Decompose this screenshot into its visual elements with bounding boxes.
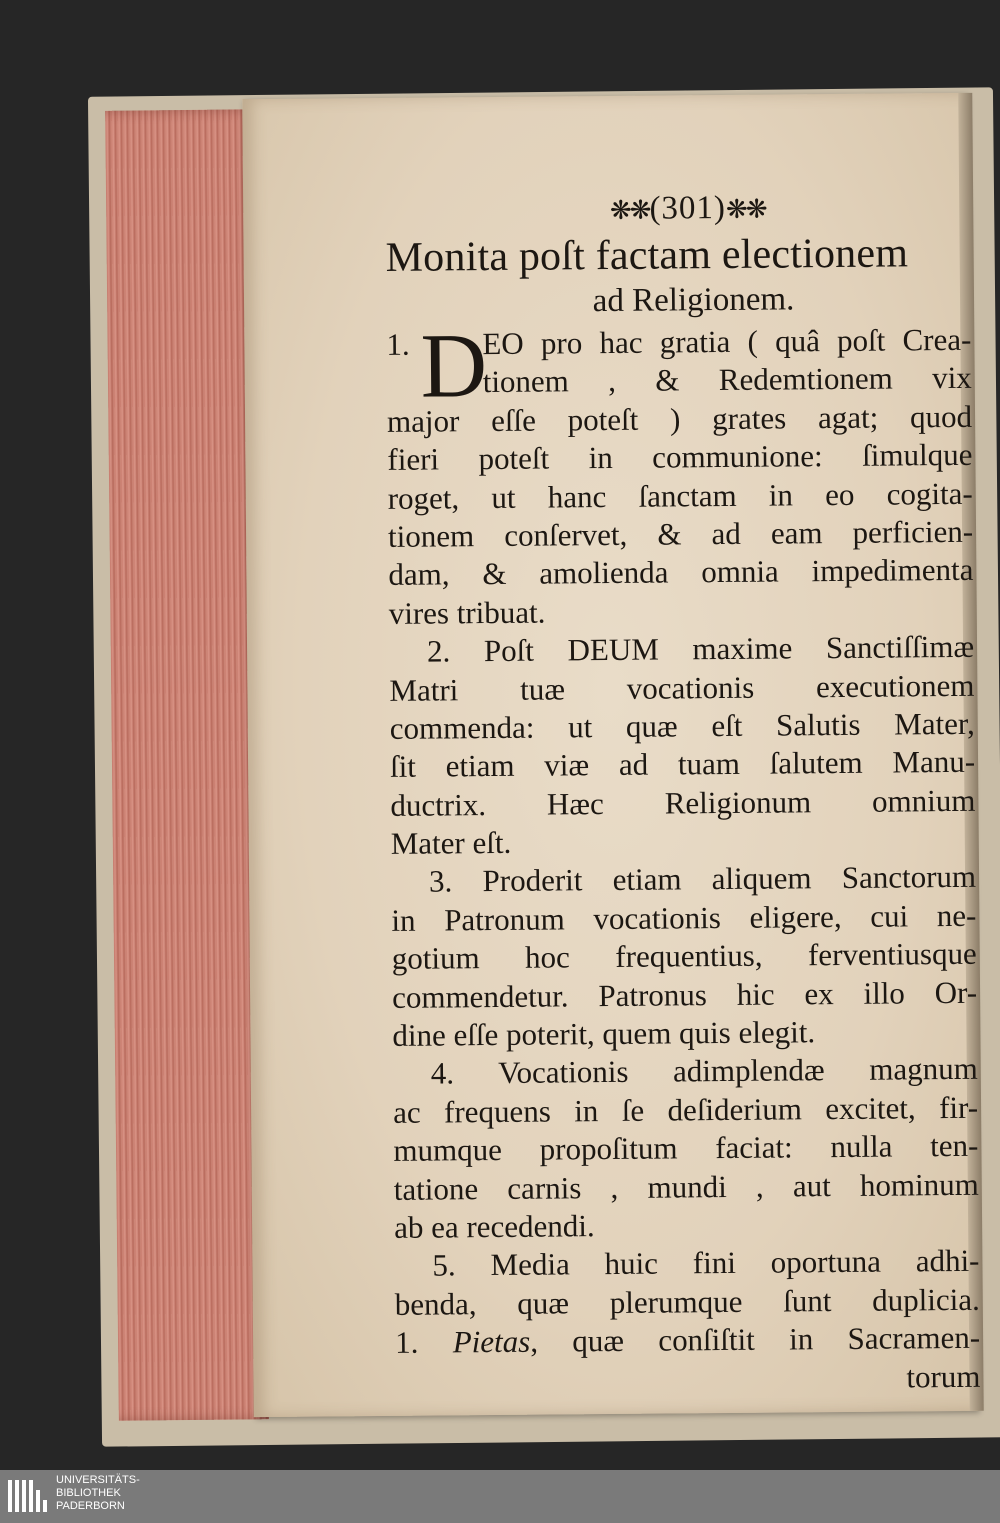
paragraph-3 bbox=[391, 858, 978, 1055]
drop-cap: D bbox=[420, 314, 488, 417]
paragraph-1 bbox=[386, 314, 974, 633]
item-number: 1. bbox=[394, 1324, 419, 1361]
text-line: commendetur. Patronus hic ex illo Or- bbox=[391, 974, 978, 1015]
ornament-right-icon: ❋❋ bbox=[725, 195, 766, 225]
paragraph-5 bbox=[394, 1242, 980, 1401]
text-line: 2. Poſt DEUM maxime Sanctiſſimæ bbox=[426, 628, 975, 669]
text-line: major eſſe poteſt ) grates agat; quod bbox=[386, 398, 973, 439]
text-line bbox=[395, 1319, 980, 1362]
text-line: mumque propoſitum faciat: nulla ten- bbox=[393, 1128, 979, 1169]
text-line: 5. Media huic fini oportuna adhi- bbox=[432, 1243, 980, 1283]
library-name-line: UNIVERSITÄTS- bbox=[56, 1474, 140, 1486]
text-line: ſit etiam viæ ad tuam ſalutem Manu- bbox=[389, 744, 976, 785]
page-text bbox=[385, 183, 981, 1401]
paragraph-2 bbox=[389, 628, 976, 863]
paragraph-4 bbox=[393, 1050, 980, 1247]
text-fragment: , quæ conſiſtit in Sacramen- bbox=[530, 1319, 981, 1359]
text-line: in Patronum vocationis eligere, cui ne- bbox=[391, 897, 977, 938]
text-line: 3. Proderit etiam aliquem Sanctorum bbox=[428, 859, 977, 900]
text-line: fieri poteſt in communione: ſimulque bbox=[387, 436, 973, 478]
text-line: EO pro hac gratia ( quâ poſt Crea- bbox=[482, 321, 972, 362]
page-header bbox=[405, 183, 970, 234]
page-number: (301) bbox=[649, 189, 727, 227]
ornament-left-icon: ❋❋ bbox=[609, 196, 650, 226]
italic-term: Pietas bbox=[452, 1323, 531, 1360]
text-line: 4. Vocationis adimplendæ magnum bbox=[430, 1051, 978, 1091]
text-line: tionem , & Redemtionem vix bbox=[482, 360, 972, 400]
text-line: Matri tuæ vocationis executionem bbox=[389, 667, 975, 708]
text-line: tatione carnis , mundi , aut hominum bbox=[393, 1166, 979, 1207]
text-line: ab ea recedendi. bbox=[393, 1208, 595, 1245]
library-footer-bar bbox=[0, 1470, 1000, 1523]
text-line: gotium hoc frequentius, ferventiusque bbox=[391, 936, 977, 977]
text-line: tionem conſervet, & ad eam perficien- bbox=[387, 513, 974, 554]
book-page bbox=[242, 93, 981, 1417]
text-line: Mater eſt. bbox=[390, 824, 512, 861]
text-line: benda, quæ plerumque ſunt duplicia. bbox=[394, 1281, 980, 1322]
text-line: ac frequens in ſe deſiderium excitet, fir- bbox=[392, 1089, 979, 1130]
library-name bbox=[56, 1474, 140, 1513]
library-name-line: BIBLIOTHEK bbox=[56, 1487, 121, 1499]
text-line: dine eſſe poterit, quem quis elegit. bbox=[392, 1014, 816, 1053]
library-logo-icon bbox=[8, 1476, 50, 1516]
catchword: torum bbox=[906, 1358, 981, 1394]
page-title: Monita poſt factam electionem bbox=[385, 230, 909, 281]
text-line: vires tribuat. bbox=[388, 594, 546, 631]
text-line: dam, & amolienda omnia impedimenta bbox=[388, 552, 974, 593]
library-name-line: PADERBORN bbox=[56, 1500, 125, 1512]
item-number: 1. bbox=[386, 326, 410, 362]
page-subtitle: ad Religionem. bbox=[592, 281, 795, 320]
text-line: roget, ut hanc ſanctam in eo cogita- bbox=[387, 475, 973, 516]
text-line: ductrix. Hæc Religionum omnium bbox=[390, 782, 976, 823]
text-line: commenda: ut quæ eſt Salutis Mater, bbox=[389, 705, 975, 746]
